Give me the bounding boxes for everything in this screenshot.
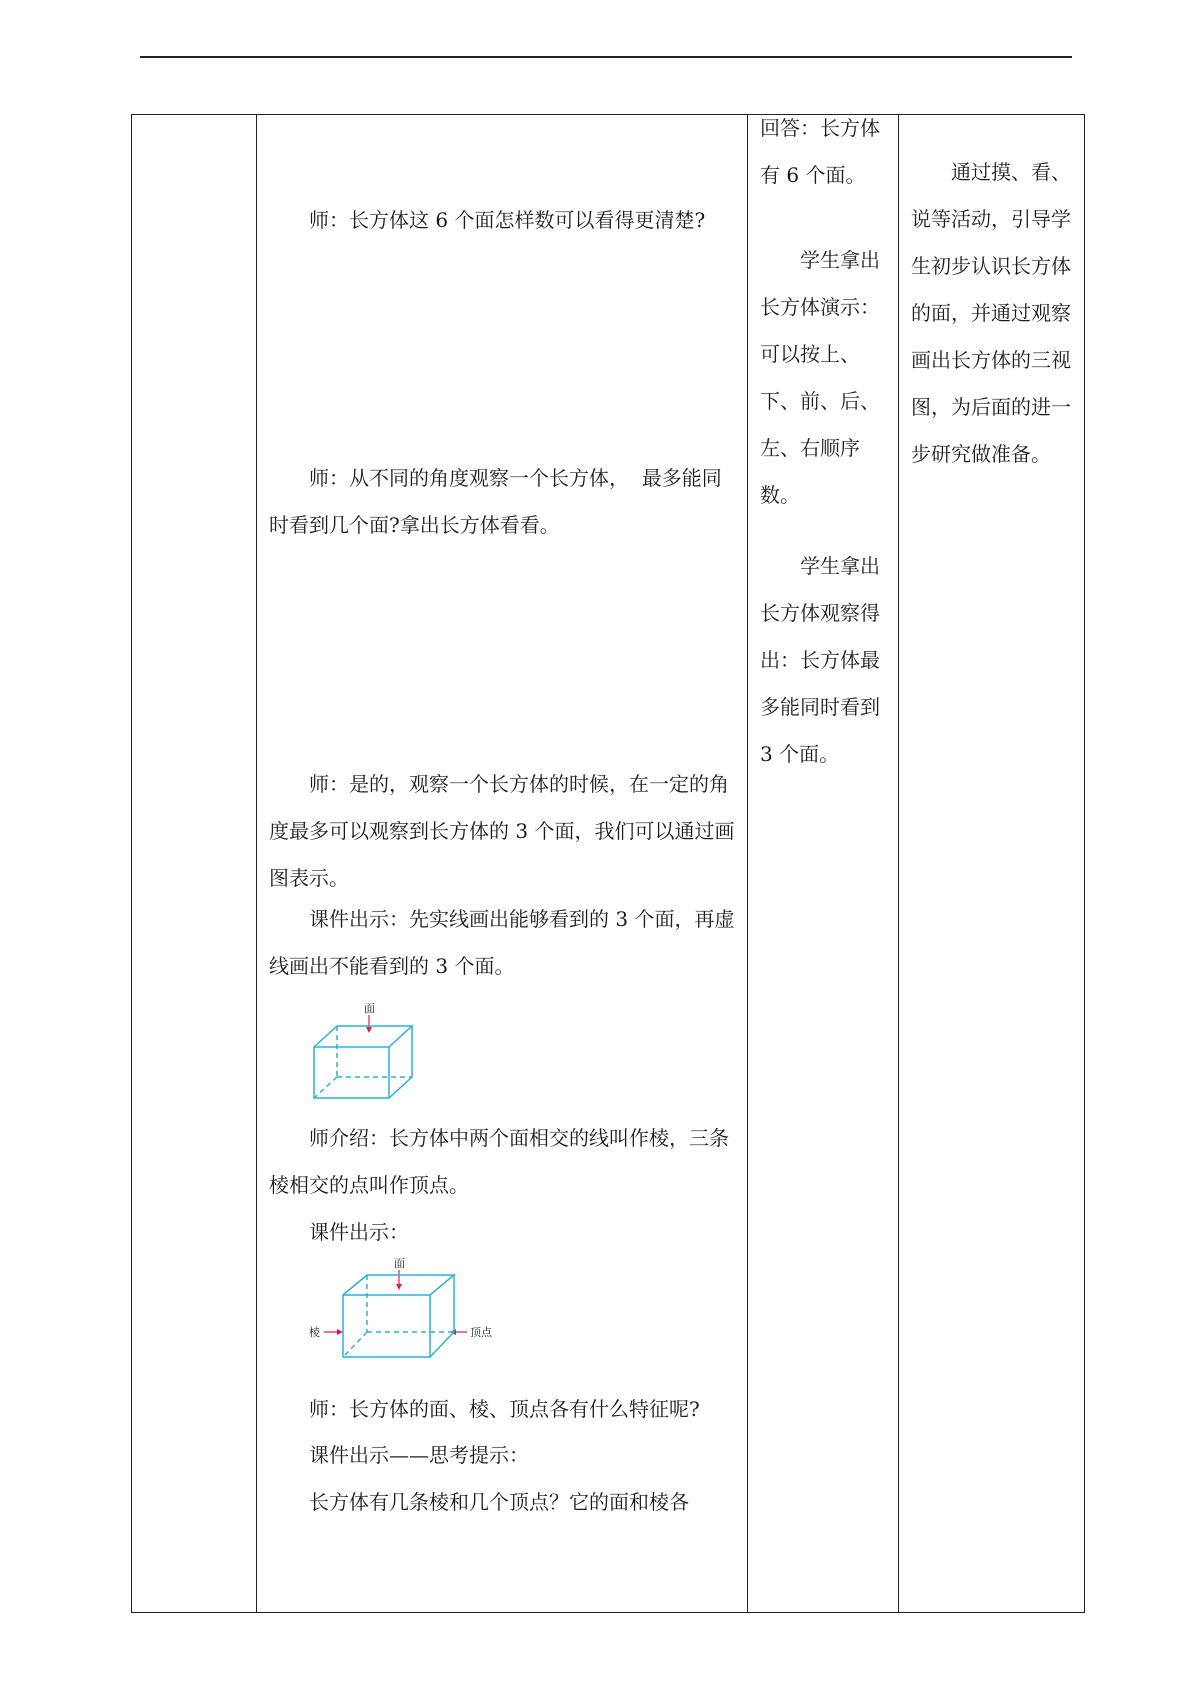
cuboid-side-edges: [430, 1275, 454, 1357]
student-demo: 学生拿出长方体演示：可以按上、下、前、后、左、右顺序数。: [760, 248, 880, 507]
edge-label: 棱: [309, 1326, 320, 1339]
face-arrow-head: [396, 1284, 402, 1290]
cuboid-front-face: [343, 1295, 430, 1357]
lesson-table: [131, 114, 1085, 1613]
courseware-draw-instruction: 课件出示：先实线画出能够看到的 3 个面，再虚线画出不能看到的 3 个面。: [269, 907, 735, 978]
vertex-label: 顶点: [470, 1326, 492, 1339]
face-label: 面: [364, 1002, 375, 1015]
design-intent-column: [899, 115, 1085, 1613]
teacher-intro-edges: 师介绍：长方体中两个面相交的线叫作棱，三条棱相交的点叫作顶点。: [269, 1126, 729, 1197]
edge-arrow-head: [337, 1329, 343, 1335]
teacher-question-six-faces: 师：长方体这 6 个面怎样数可以看得更清楚?: [309, 208, 706, 232]
face-arrow-head: [366, 1027, 372, 1033]
courseware-show-label: 课件出示：: [309, 1220, 409, 1244]
face-label: 面: [394, 1257, 405, 1270]
design-purpose: 通过摸、看、说等活动，引导学生初步认识长方体的面，并通过观察画出长方体的三视图，为后面的进一步研究做准备。: [911, 160, 1071, 466]
teacher-activity-column: [257, 115, 748, 1613]
cuboid-top-face: [314, 1026, 412, 1047]
blank-column: [132, 115, 257, 1613]
cuboid-front-face: [314, 1047, 389, 1098]
student-answer: 回答：长方体有 6 个面。: [760, 116, 880, 187]
teacher-question-features: 师：长方体的面、棱、顶点各有什么特征呢?: [309, 1397, 700, 1421]
student-observe: 学生拿出长方体观察得出：长方体最多能同时看到 3 个面。: [760, 554, 887, 766]
cuboid-figure-edge-vertex: [307, 1255, 517, 1370]
teacher-question-angles: 师：从不同的角度观察一个长方体， 最多能同时看到几个面?拿出长方体看看。: [269, 466, 722, 537]
courseware-thinking-hint: 课件出示——思考提示：: [309, 1443, 529, 1467]
teacher-three-faces-note: 师：是的，观察一个长方体的时候，在一定的角度最多可以观察到长方体的 3 个面，我们可以通过画图表示。: [269, 772, 735, 890]
hidden-edges: [314, 1026, 412, 1098]
student-activity-column: [748, 115, 899, 1613]
header-rule: [140, 56, 1072, 58]
cuboid-figure-faces: [309, 1001, 459, 1101]
hint-text: 长方体有几条棱和几个顶点？它的面和棱各: [309, 1490, 689, 1514]
